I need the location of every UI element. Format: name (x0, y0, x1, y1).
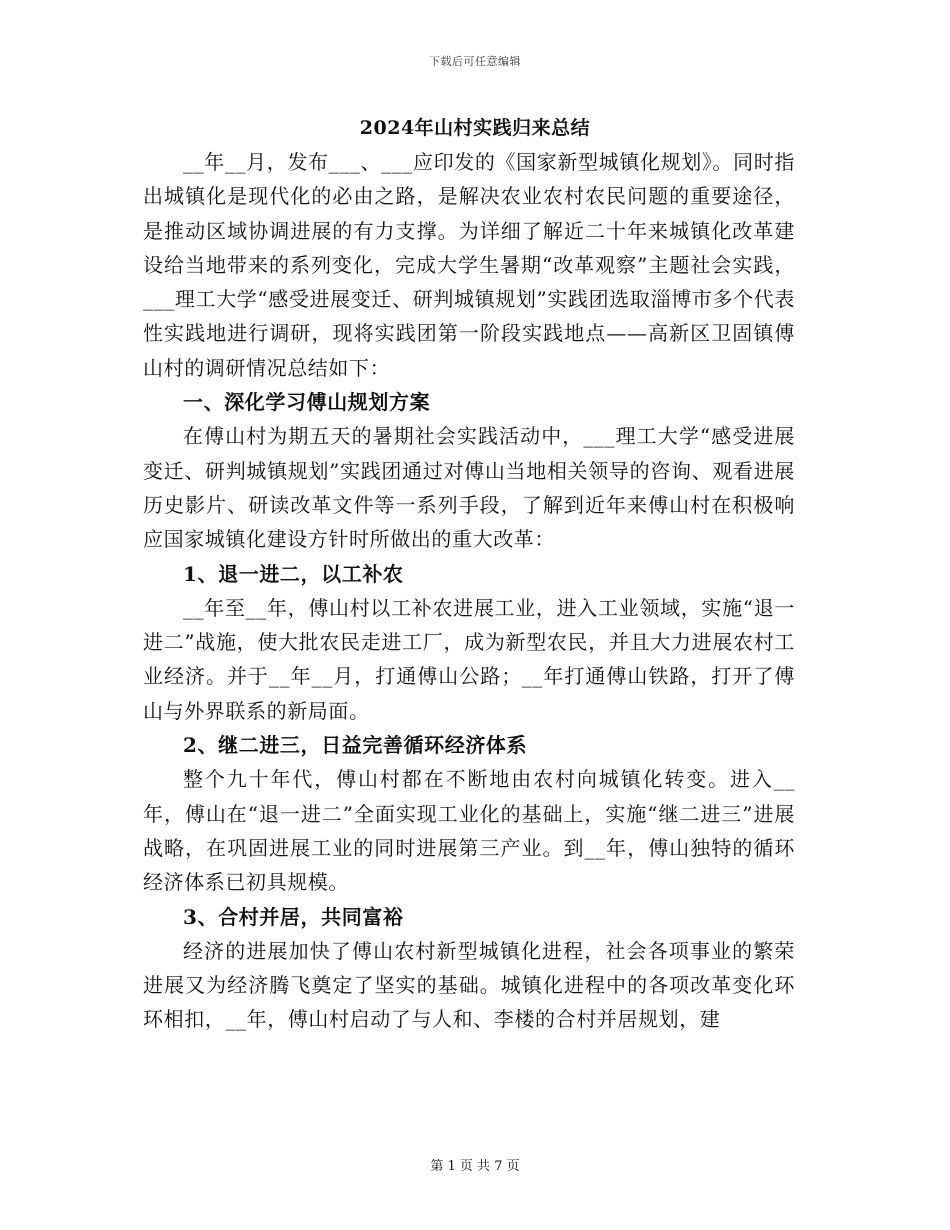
page-number: 第 1 页 共 7 页 (430, 1159, 520, 1174)
header-note: 下载后可任意编辑 (429, 55, 521, 68)
subheading-3: 3、合村并居，共同富裕 (183, 904, 404, 929)
document-body (143, 145, 795, 1037)
paragraph-sub-3: 经济的进展加快了傅山农村新型城镇化进程，社会各项事业的繁荣进展又为经济腾飞奠定了坚实的基础。城镇化进程中的各项改革变化环环相扣，__年，傅山村启动了与人和、李楼的合村并居规划，建 (143, 938, 795, 1032)
subheading-2: 2、继二进三，日益完善循环经济体系 (183, 733, 528, 758)
paragraph-sub-1: __年至__年，傅山村以工补农进展工业，进入工业领域，实施“退一进二”战施，使大批农民走进工厂，成为新型农民，并且大力进展农村工业经济。并于__年__月，打通傅山公路；__年打通傅山铁路，打开了傅山与外界联系的新局面。 (143, 595, 795, 723)
document-title: 2024年山村实践归来总结 (359, 117, 591, 139)
paragraph-intro: __年__月，发布___、___应印发的《国家新型城镇化规划》。同时指出城镇化是现代化的必由之路，是解决农业农村农民问题的重要途径，是推动区域协调进展的有力支撑。为详细了解近二十年来城镇化改革建设给当地带来的系列变化，完成大学生暑期“改革观察”主题社会实践，___理工大学“感受进展变迁、研判城镇规划”实践团选取淄博市多个代表性实践地进行调研，现将实践团第一阶段实践地点——高新区卫固镇傅山村的调研情况总结如下： (143, 150, 795, 380)
paragraph-section-1: 在傅山村为期五天的暑期社会实践活动中，___理工大学“感受进展变迁、研判城镇规划”实践团通过对傅山当地相关领导的咨询、观看进展历史影片、研读改革文件等一系列手段，了解到近年来傅山村在积极响应国家城镇化建设方针时所做出的重大改革： (143, 424, 795, 552)
subheading-1: 1、退一进二，以工补农 (183, 561, 404, 586)
paragraph-sub-2: 整个九十年代，傅山村都在不断地由农村向城镇化转变。进入__年，傅山在“退一进二”全面实现工业化的基础上，实施“继二进三”进展战略，在巩固进展工业的同时进展第三产业。到__年，傅山独特的循环经济体系已初具规模。 (143, 767, 795, 895)
section-heading-1: 一、深化学习傅山规划方案 (183, 390, 431, 415)
